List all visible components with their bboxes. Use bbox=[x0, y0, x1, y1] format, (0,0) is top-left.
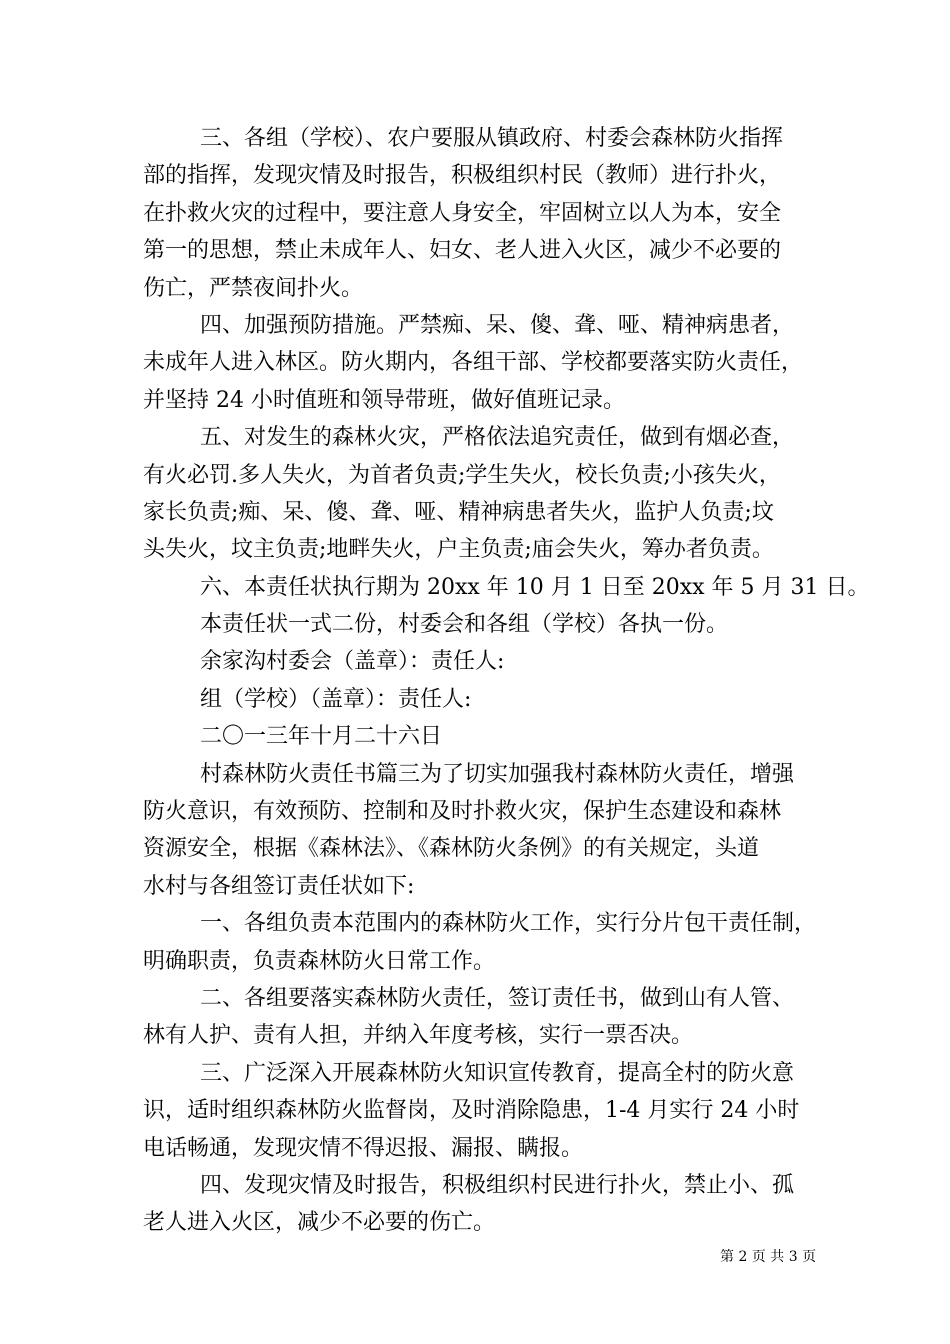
text-line: 二、各组要落实森林防火责任，签订责任书，做到山有人管、 bbox=[200, 985, 795, 1011]
text-line: 第一的思想，禁止未成年人、妇女、老人进入火区，减少不必要的 bbox=[143, 238, 782, 264]
text-line: 水村与各组签订责任状如下: bbox=[143, 873, 415, 899]
text-line: 明确职责，负责森林防火日常工作。 bbox=[143, 948, 496, 974]
text-line: 村森林防火责任书篇三为了切实加强我村森林防火责任，增强 bbox=[200, 761, 795, 787]
text-line: 头失火，坟主负责;地畔失火，户主负责;庙会失火，筹办者负责。 bbox=[143, 537, 774, 563]
text-line: 电话畅通，发现灾情不得迟报、漏报、瞒报。 bbox=[143, 1135, 584, 1161]
text-line: 三、各组（学校）、农户要服从镇政府、村委会森林防火指挥 bbox=[200, 126, 784, 151]
text-line: 家长负责;痴、呆、傻、聋、哑、精神病患者失火，监护人负责;坟 bbox=[143, 499, 774, 525]
text-line: 伤亡，严禁夜间扑火。 bbox=[143, 275, 364, 301]
text-line: 并坚持 24 小时值班和领导带班，做好值班记录。 bbox=[143, 387, 625, 413]
page-number: 第 2 页 共 3 页 bbox=[720, 1249, 817, 1265]
text-line: 组（学校）（盖章）：责任人: bbox=[200, 686, 472, 712]
text-line: 四、加强预防措施。严禁痴、呆、傻、聋、哑、精神病患者， bbox=[200, 312, 795, 338]
text-line: 五、对发生的森林火灾，严格依法追究责任，做到有烟必查， bbox=[200, 425, 795, 451]
text-line: 资源安全，根据《森林法》、《森林防火条例》的有关规定，头道 bbox=[143, 836, 760, 862]
text-line: 有火必罚.多人失火，为首者负责;学生失火，校长负责;小孩失火， bbox=[143, 462, 781, 488]
text-line: 林有人护、责有人担，并纳入年度考核，实行一票否决。 bbox=[143, 1023, 694, 1049]
text-line: 未成年人进入林区。防火期内，各组干部、学校都要落实防火责任， bbox=[143, 350, 804, 376]
text-line: 防火意识，有效预防、控制和及时扑救火灾，保护生态建设和森林 bbox=[143, 799, 782, 825]
text-line: 二〇一三年十月二十六日 bbox=[200, 724, 443, 750]
document-body bbox=[143, 120, 870, 1242]
text-line: 四、发现灾情及时报告，积极组织村民进行扑火，禁止小、孤 bbox=[200, 1172, 795, 1198]
text-line: 老人进入火区，减少不必要的伤亡。 bbox=[143, 1210, 496, 1236]
text-line: 本责任状一式二份，村委会和各组（学校）各执一份。 bbox=[200, 612, 729, 638]
text-line: 在扑救火灾的过程中，要注意人身安全，牢固树立以人为本，安全 bbox=[143, 200, 782, 226]
text-line: 一、各组负责本范围内的森林防火工作，实行分片包干责任制， bbox=[200, 911, 817, 937]
text-line: 部的指挥，发现灾情及时报告，积极组织村民（教师）进行扑火， bbox=[143, 163, 782, 189]
text-line: 余家沟村委会（盖章）：责任人: bbox=[200, 649, 505, 675]
text-line: 识，适时组织森林防火监督岗，及时消除隐患，1-4 月实行 24 小时 bbox=[143, 1098, 800, 1124]
text-line: 三、广泛深入开展森林防火知识宣传教育，提高全村的防火意 bbox=[200, 1060, 795, 1086]
text-line: 六、本责任状执行期为 20xx 年 10 月 1 日至 20xx 年 5 月 31 日。 bbox=[200, 574, 870, 600]
